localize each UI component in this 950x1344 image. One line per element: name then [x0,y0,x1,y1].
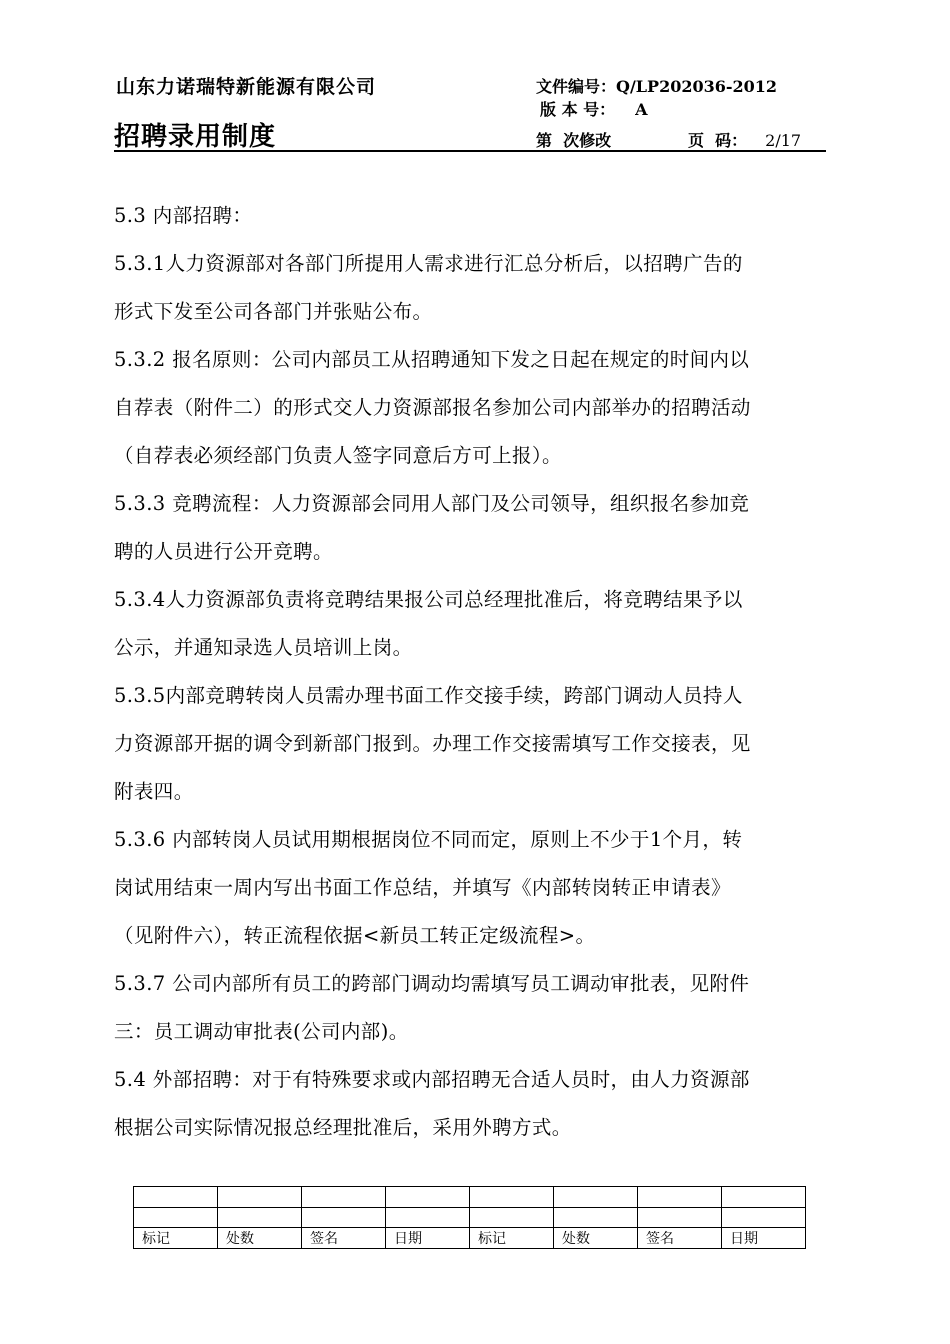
paragraph [114,192,830,240]
paragraph [114,336,830,480]
revision-cell [386,1208,470,1228]
paragraph-line: 5.3.3 竞聘流程：人力资源部会同用人部门及公司领导，组织报名参加竞 [114,492,750,515]
paragraph-line: 聘的人员进行公开竞聘。 [114,540,333,563]
paragraph-line: 5.3 内部招聘： [114,204,253,227]
document-title: 招聘录用制度 [114,122,277,152]
paragraph-line: （见附件六），转正流程依据<新员工转正定级流程>。 [114,924,596,947]
paragraph-line: 附表四。 [114,780,194,803]
paragraph-line: 力资源部开据的调令到新部门报到。办理工作交接需填写工作交接表，见 [114,732,751,755]
revision-label: 标记 [134,1228,218,1249]
revision-cell [302,1208,386,1228]
revision-cell [638,1208,722,1228]
revision-cell [722,1187,806,1208]
page-value: 2/17 [765,131,802,150]
revision-cell [134,1187,218,1208]
revision-label: 标记 [470,1228,554,1249]
revision-row-labels [134,1228,806,1249]
revision-label: 签名 [638,1228,722,1249]
paragraph [114,480,830,576]
paragraph [114,672,830,816]
revision-cell [218,1208,302,1228]
paragraph-line: （自荐表必须经部门负责人签字同意后方可上报）。 [114,444,562,467]
revision-cell [134,1208,218,1228]
revision-label: 签名 [302,1228,386,1249]
revision-cell [386,1187,470,1208]
paragraph [114,816,830,960]
paragraph-line: 形式下发至公司各部门并张贴公布。 [114,300,433,323]
paragraph-line: 公示，并通知录选人员培训上岗。 [114,636,413,659]
revision-cell [638,1187,722,1208]
paragraph-line: 5.3.4人力资源部负责将竞聘结果报公司总经理批准后，将竞聘结果予以 [114,588,743,611]
page-label: 页 码： [688,131,748,150]
version [540,97,648,120]
revision-row-empty [134,1187,806,1208]
revision-cell [302,1187,386,1208]
paragraph [114,1056,830,1152]
paragraph-line: 根据公司实际情况报总经理批准后，采用外聘方式。 [114,1116,572,1139]
revision-cell [722,1208,806,1228]
document-body [114,192,830,1152]
version-label: 版 本 号： [540,100,616,119]
paragraph-line: 岗试用结束一周内写出书面工作总结，并填写《内部转岗转正申请表》 [114,876,731,899]
page-number [688,128,801,151]
paragraph-line: 5.4 外部招聘：对于有特殊要求或内部招聘无合适人员时，由人力资源部 [114,1068,750,1091]
revision-table [133,1186,806,1249]
revision-label: 日期 [386,1228,470,1249]
revision-cell [554,1208,638,1228]
company-name: 山东力诺瑞特新能源有限公司 [116,76,377,98]
revision-count: 第 次修改 [536,131,612,150]
paragraph-line: 三：员工调动审批表(公司内部)。 [114,1020,409,1043]
header-divider [114,150,826,152]
paragraph [114,960,830,1056]
revision-label: 日期 [722,1228,806,1249]
doc-number [536,74,777,97]
version-value: A [635,100,648,119]
paragraph [114,240,830,336]
paragraph-line: 5.3.7 公司内部所有员工的跨部门调动均需填写员工调动审批表，见附件 [114,972,750,995]
paragraph [114,576,830,672]
paragraph-line: 自荐表（附件二）的形式交人力资源部报名参加公司内部举办的招聘活动 [114,396,751,419]
revision-row-empty [134,1208,806,1228]
doc-number-label: 文件编号： [536,77,617,96]
doc-number-value: Q/LP202036-2012 [616,77,778,96]
revision-cell [554,1187,638,1208]
paragraph-line: 5.3.1人力资源部对各部门所提用人需求进行汇总分析后，以招聘广告的 [114,252,743,275]
paragraph-line: 5.3.2 报名原则：公司内部员工从招聘通知下发之日起在规定的时间内以 [114,348,750,371]
revision-cell [218,1187,302,1208]
paragraph-line: 5.3.5内部竞聘转岗人员需办理书面工作交接手续，跨部门调动人员持人 [114,684,743,707]
revision-label: 处数 [554,1228,638,1249]
revision-cell [470,1187,554,1208]
revision-label: 处数 [218,1228,302,1249]
paragraph-line: 5.3.6 内部转岗人员试用期根据岗位不同而定，原则上不少于1个月，转 [114,828,743,851]
revision-cell [470,1208,554,1228]
